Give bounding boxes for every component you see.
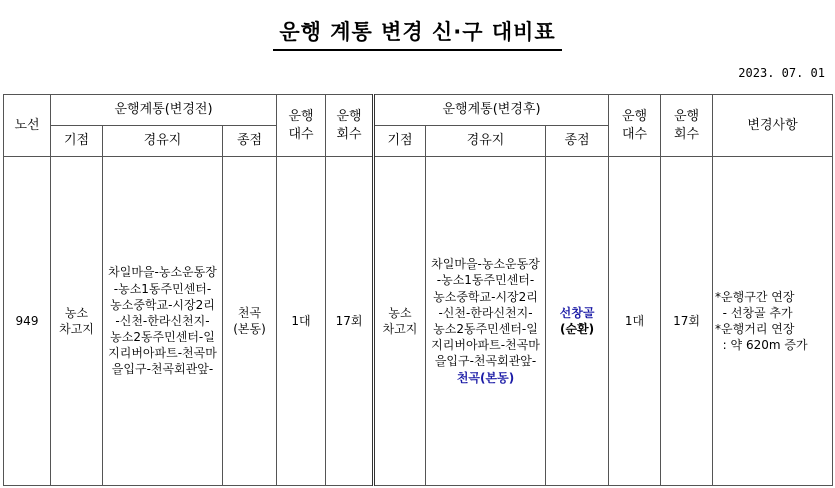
before-via-list: 차일마을-농소운동장 -농소1동주민센터- 농소중학교-시장2리 -신천-한라신천지- 농소2동주민센터-일 지리버아파트-천곡마 을입구-천곡회관앞- — [103, 157, 223, 486]
after-via-list: 차일마을-농소운동장 -농소1동주민센터- 농소중학교-시장2리 -신천-한라신천지- 농소2동주민센터-일 지리버아파트-천곡마 을입구-천곡회관앞- 천곡(본동) — [426, 157, 546, 486]
header-after-trips: 운행 회수 — [661, 95, 713, 157]
header-before-via: 경유지 — [103, 126, 223, 157]
before-vehicles: 1대 — [277, 157, 326, 486]
header-after-vehicles: 운행 대수 — [609, 95, 661, 157]
header-after-end: 종점 — [546, 126, 609, 157]
route-number: 949 — [4, 157, 51, 486]
header-changes: 변경사항 — [713, 95, 833, 157]
after-trips: 17회 — [661, 157, 713, 486]
document-date: 2023. 07. 01 — [738, 66, 825, 80]
header-after-start: 기점 — [374, 126, 426, 157]
after-end: 선창골 (순환) — [546, 157, 609, 486]
header-before-vehicles: 운행 대수 — [277, 95, 326, 157]
after-vehicles: 1대 — [609, 157, 661, 486]
header-route: 노선 — [4, 95, 51, 157]
after-via-highlight: 천곡(본동) — [456, 370, 515, 385]
after-start: 농소 차고지 — [374, 157, 426, 486]
header-after-group: 운행계통(변경후) — [374, 95, 609, 126]
header-after-via: 경유지 — [426, 126, 546, 157]
change-notes: *운행구간 연장 - 선창골 추가 *운행거리 연장 : 약 620m 증가 — [713, 157, 833, 486]
header-before-end: 종점 — [223, 126, 277, 157]
before-trips: 17회 — [326, 157, 374, 486]
comparison-table — [3, 94, 833, 486]
header-before-trips: 운행 회수 — [326, 95, 374, 157]
table-row — [4, 157, 833, 486]
header-before-group: 운행계통(변경전) — [51, 95, 277, 126]
before-end: 천곡 (본동) — [223, 157, 277, 486]
header-before-start: 기점 — [51, 126, 103, 157]
document-title: 운행 계통 변경 신·구 대비표 — [0, 16, 835, 51]
before-start: 농소 차고지 — [51, 157, 103, 486]
